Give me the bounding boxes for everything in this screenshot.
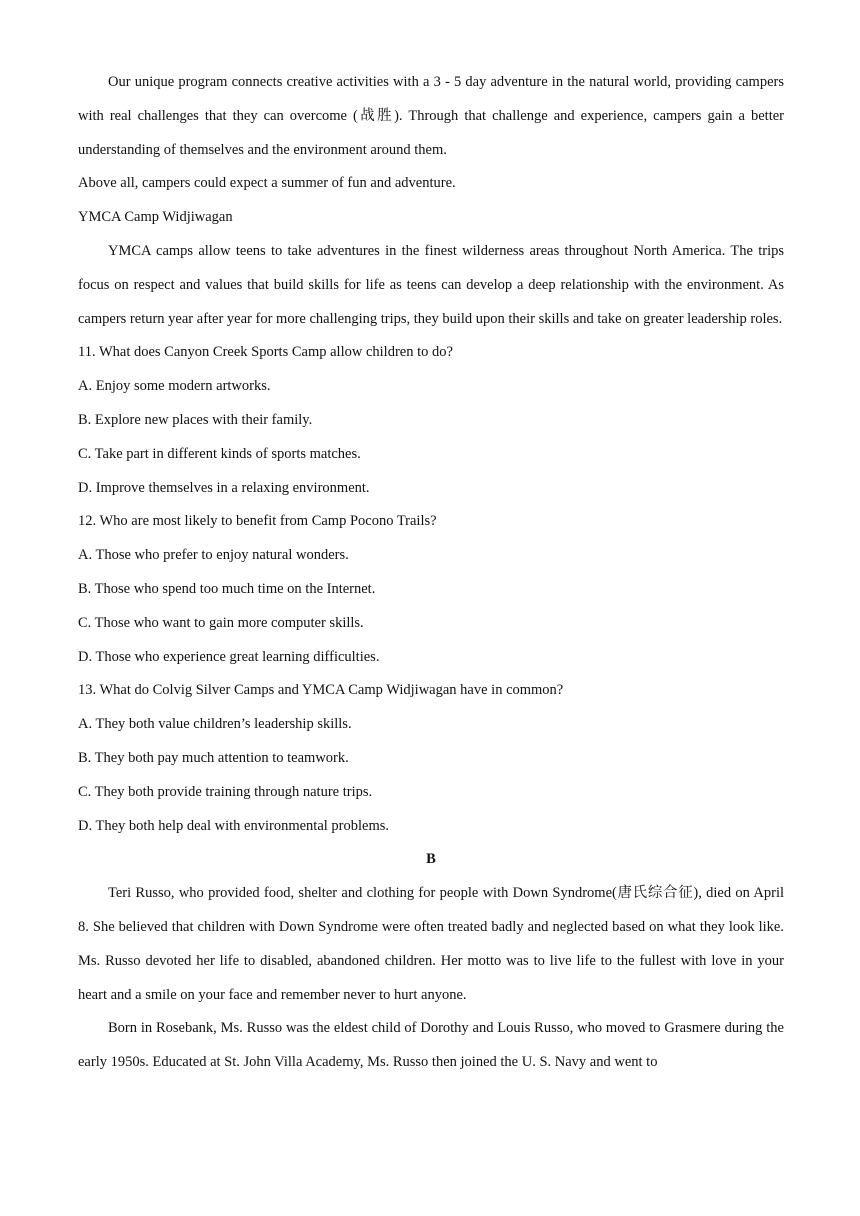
question-stem: 12. Who are most likely to benefit from Camp Pocono Trails? [78,513,437,530]
option-d: D. Those who experience great learning difficulties. [78,648,380,665]
option-b: B. Those who spend too much time on the Internet. [78,580,376,597]
question-11 [78,336,784,505]
summer-line: Above all, campers could expect a summer of fun and adventure. [78,175,456,192]
option-c: C. Those who want to gain more computer skills. [78,614,364,631]
option-a: A. They both value children’s leadership skills. [78,716,352,733]
program-paragraph: Our unique program connects creative activities with a 3 - 5 day adventure in the natural world, providing campers with real challenges that they can overcome (战胜). Through that challenge and experience, campers gain a better understanding of themselves and the environment around them. [78,74,784,158]
option-c: C. Take part in different kinds of sports matches. [78,445,361,462]
option-d: D. Improve themselves in a relaxing environment. [78,479,370,496]
option-b: B. They both pay much attention to teamwork. [78,749,349,766]
camp-name-heading: YMCA Camp Widjiwagan [78,209,233,226]
russo-paragraph-1: Teri Russo, who provided food, shelter and clothing for people with Down Syndrome(唐氏综合征), died on April 8. She believed that children with Down Syndrome were often treated badly and neglected based on what they look like. Ms. Russo devoted her life to disabled, abandoned children. Her motto was to live life to the fullest with love in your heart and a smile on your face and remember never to hurt anyone. [78,885,784,1003]
option-a: A. Enjoy some modern artworks. [78,378,271,395]
question-13 [78,674,784,843]
option-c: C. They both provide training through nature trips. [78,783,373,800]
option-d: D. They both help deal with environmental problems. [78,817,390,834]
section-b-heading: B [426,851,436,868]
question-stem: 13. What do Colvig Silver Camps and YMCA Camp Widjiwagan have in common? [78,682,564,699]
option-b: B. Explore new places with their family. [78,411,313,428]
russo-paragraph-2: Born in Rosebank, Ms. Russo was the eldest child of Dorothy and Louis Russo, who moved to Grasmere during the early 1950s. Educated at St. John Villa Academy, Ms. Russo then joined the U. S. Navy and went to [78,1020,784,1071]
document-page [78,66,784,1080]
question-12 [78,505,784,674]
option-a: A. Those who prefer to enjoy natural wonders. [78,547,349,564]
question-stem: 11. What does Canyon Creek Sports Camp allow children to do? [78,344,453,361]
ymca-paragraph: YMCA camps allow teens to take adventures in the finest wilderness areas throughout North America. The trips focus on respect and values that build skills for life as teens can develop a deep relationship with the environment. As campers return year after year for more challenging trips, they build upon their skills and take on greater leadership roles. [78,242,784,327]
